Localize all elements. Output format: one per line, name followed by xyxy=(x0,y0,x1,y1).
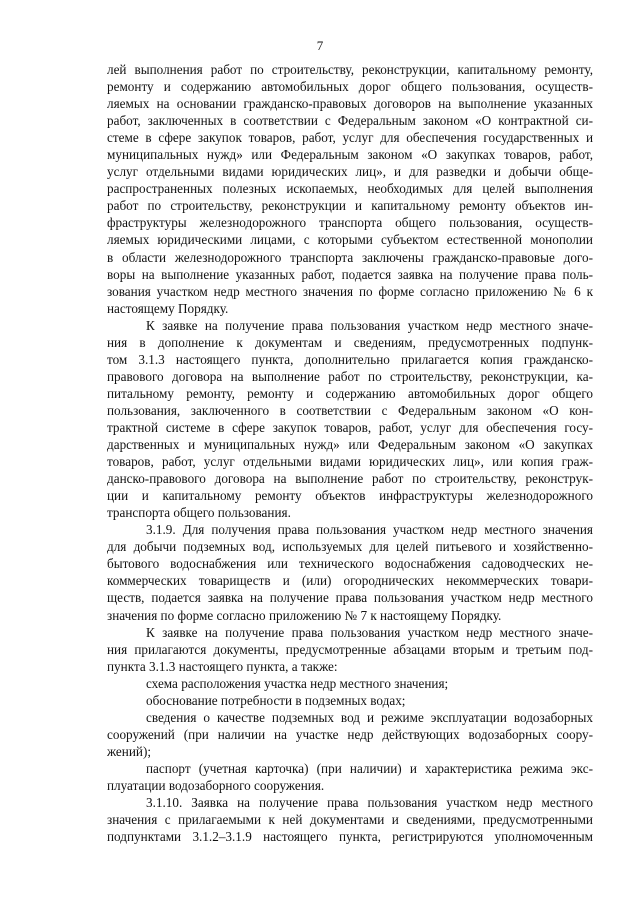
text-line: дарственных и муниципальных нужд» или Федеральным законом «О закупках xyxy=(107,437,593,453)
text-line: в области железнодорожного транспорта заключены гражданско-правовые дого- xyxy=(107,249,593,265)
text-line: для добычи подземных вод, используемых для целей питьевого и хозяйственно- xyxy=(107,539,593,555)
text-line: воры на выполнение указанных работ, подается заявка на получение права поль- xyxy=(107,266,593,282)
text-line: плуатации водозаборного сооружения. xyxy=(107,777,325,793)
text-line: правового договора на выполнение работ по строительству, реконструкции, ка- xyxy=(107,368,593,384)
text-line: услуг отдельными видами юридических лиц», и для разведки и добычи обще- xyxy=(107,164,593,180)
text-line: лей выполнения работ по строительству, реконструкции, капитальному ремонту, xyxy=(107,62,593,77)
text-line: пункта 3.1.3 настоящего пункта, а также: xyxy=(107,658,338,674)
document-body xyxy=(107,61,593,845)
text-line: товаров, работ, услуг отдельными видами юридических лиц», или копия граж- xyxy=(107,454,593,470)
text-line: стеме в сфере закупок товаров, работ, услуг для обеспечения государственных и xyxy=(107,130,593,146)
text-line: бытового водоснабжения или технического водоснабжения садоводческих не- xyxy=(107,556,593,572)
text-line: зования участком недр местного значения по форме согласно приложению № 6 к xyxy=(107,283,593,299)
text-line: фраструктуры железнодорожного транспорта общего пользования, осуществ- xyxy=(107,215,593,231)
text-line: данско-правового договора на выполнение работ по строительству, реконструк- xyxy=(107,471,593,487)
text-line: ции и капитальному ремонту объектов инфраструктуры железнодорожного xyxy=(107,488,593,504)
text-line: ляемых юридическими лицами, с которыми субъектом естественной монополии xyxy=(107,232,593,248)
page-number: 7 xyxy=(316,38,324,53)
text-line: К заявке на получение права пользования участком недр местного значе- xyxy=(146,317,593,333)
text-line: ния в дополнение к документам и сведениям, предусмотренных подпунк- xyxy=(107,334,593,350)
text-line: ществ, подается заявка на получение права пользования участком недр местного xyxy=(107,590,593,606)
text-line: 3.1.9. Для получения права пользования участком недр местного значения xyxy=(146,522,593,538)
text-line: трактной системе в сфере закупок товаров, работ, услуг для обеспечения госу- xyxy=(107,419,593,435)
text-line: ляемых на основании гражданско-правовых договоров на выполнение указанных xyxy=(107,96,593,112)
text-line: 3.1.10. Заявка на получение права пользования участком недр местного xyxy=(146,795,593,811)
text-line: работ, заключенных в соответствии с Федеральным законом «О контрактной си- xyxy=(107,113,593,129)
text-line: транспорта общего пользования. xyxy=(107,505,291,521)
text-line: жений); xyxy=(107,743,152,759)
text-line: схема расположения участка недр местного значения; xyxy=(146,675,449,691)
text-line: ремонту и содержанию автомобильных дорог общего пользования, осуществ- xyxy=(107,79,593,95)
text-line: значения с прилагаемыми к ней документами и сведениями, предусмотренными xyxy=(107,812,593,828)
text-line: том 3.1.3 настоящего пункта, дополнительно прилагается копия гражданско- xyxy=(107,351,593,367)
text-line: К заявке на получение права пользования участком недр местного значе- xyxy=(146,624,593,640)
text-line: настоящему Порядку. xyxy=(107,300,229,316)
text-line: сооружений (при наличии на участке недр действующих водозаборных соору- xyxy=(107,726,593,742)
text-line: паспорт (учетная карточка) (при наличии) и характеристика режима экс- xyxy=(146,760,593,776)
text-line: подпунктами 3.1.2–3.1.9 настоящего пункта, регистрируются уполномоченным xyxy=(107,829,593,845)
text-line: обоснование потребности в подземных водах; xyxy=(146,692,406,708)
text-line: питальному ремонту, ремонту и содержанию автомобильных дорог общего xyxy=(107,385,593,401)
text-line: пользования, заключенного в соответствии с Федеральным законом «О кон- xyxy=(107,402,593,418)
text-line: сведения о качестве подземных вод и режиме эксплуатации водозаборных xyxy=(146,709,593,725)
text-line: распространенных полезных ископаемых, необходимых для целей выполнения xyxy=(107,181,593,197)
text-line: ния прилагаются документы, предусмотренные абзацами вторым и третьим под- xyxy=(107,641,593,657)
text-line: муниципальных нужд» или Федеральным законом «О закупках товаров, работ, xyxy=(107,147,593,163)
text-line: коммерческих товариществ и (или) огороднических некоммерческих товари- xyxy=(107,573,593,589)
text-line: работ по строительству, реконструкции и капитальному ремонту объектов ин- xyxy=(107,198,593,214)
text-line: значения по форме согласно приложению № 7 к настоящему Порядку. xyxy=(107,607,502,623)
